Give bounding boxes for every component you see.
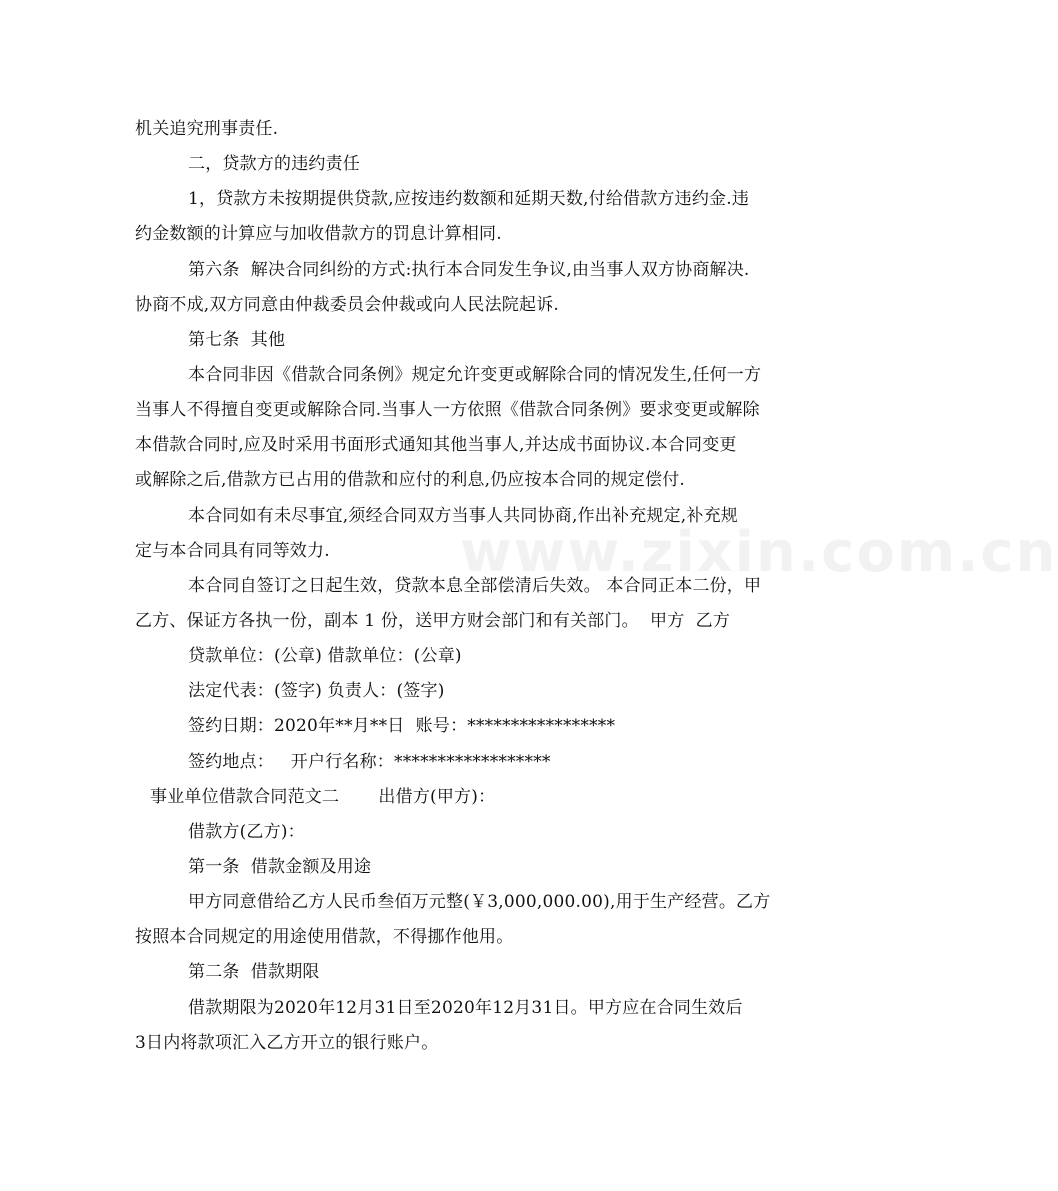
text-line: 协商不成,双方同意由仲裁委员会仲裁或向人民法院起诉. (135, 295, 560, 315)
text-line: 3日内将款项汇入乙方开立的银行账户。 (135, 1033, 439, 1053)
text-line: 或解除之后,借款方已占用的借款和应付的利息,仍应按本合同的规定偿付. (135, 470, 686, 490)
article-heading: 第七条 其他 (188, 330, 286, 350)
text-line: 本借款合同时,应及时采用书面形式通知其他当事人,并达成书面协议.本合同变更 (135, 435, 737, 455)
text-line: 当事人不得擅自变更或解除合同.当事人一方依照《借款合同条例》要求变更或解除 (135, 400, 760, 420)
signature-field: 法定代表：(签字) 负责人：(签字) (188, 681, 445, 701)
text-line: 机关追究刑事责任. (135, 119, 279, 139)
text-line: 定与本合同具有同等效力. (135, 541, 330, 561)
text-line: 本合同如有未尽事宜,须经合同双方当事人共同协商,作出补充规定,补充规 (188, 506, 739, 526)
article-heading: 第一条 借款金额及用途 (188, 857, 372, 877)
text-line: 借款期限为2020年12月31日至2020年12月31日。甲方应在合同生效后 (188, 998, 743, 1018)
text-line: 按照本合同规定的用途使用借款，不得挪作他用。 (135, 927, 514, 947)
article-heading: 第二条 借款期限 (188, 962, 320, 982)
document-title: 事业单位借款合同范文二 出借方(甲方)： (150, 787, 496, 807)
party-field: 借款方(乙方)： (188, 822, 305, 842)
text-line: 本合同自签订之日起生效，贷款本息全部偿清后失效。 本合同正本二份，甲 (188, 576, 762, 596)
text-line: 本合同非因《借款合同条例》规定允许变更或解除合同的情况发生,任何一方 (188, 365, 762, 385)
text-line: 乙方、保证方各执一份，副本 1 份，送甲方财会部门和有关部门。 甲方 乙方 (135, 611, 731, 631)
section-heading: 二，贷款方的违约责任 (188, 154, 360, 174)
text-line: 甲方同意借给乙方人民币叁佰万元整(￥3,000,000.00),用于生产经营。乙方 (188, 892, 771, 912)
text-line: 1，贷款方未按期提供贷款,应按违约数额和延期天数,付给借款方违约金.违 (188, 189, 750, 209)
signature-field: 签约日期：2020年**月**日 账号：***************** (188, 716, 616, 736)
article-heading: 第六条 解决合同纠纷的方式:执行本合同发生争议,由当事人双方协商解决. (188, 260, 750, 280)
text-line: 约金数额的计算应与加收借款方的罚息计算相同. (135, 224, 502, 244)
signature-field: 贷款单位：(公章) 借款单位：(公章) (188, 646, 462, 666)
signature-field: 签约地点： 开户行名称：****************** (188, 752, 551, 772)
watermark-text: www.zixin.com.cn (460, 520, 1058, 585)
